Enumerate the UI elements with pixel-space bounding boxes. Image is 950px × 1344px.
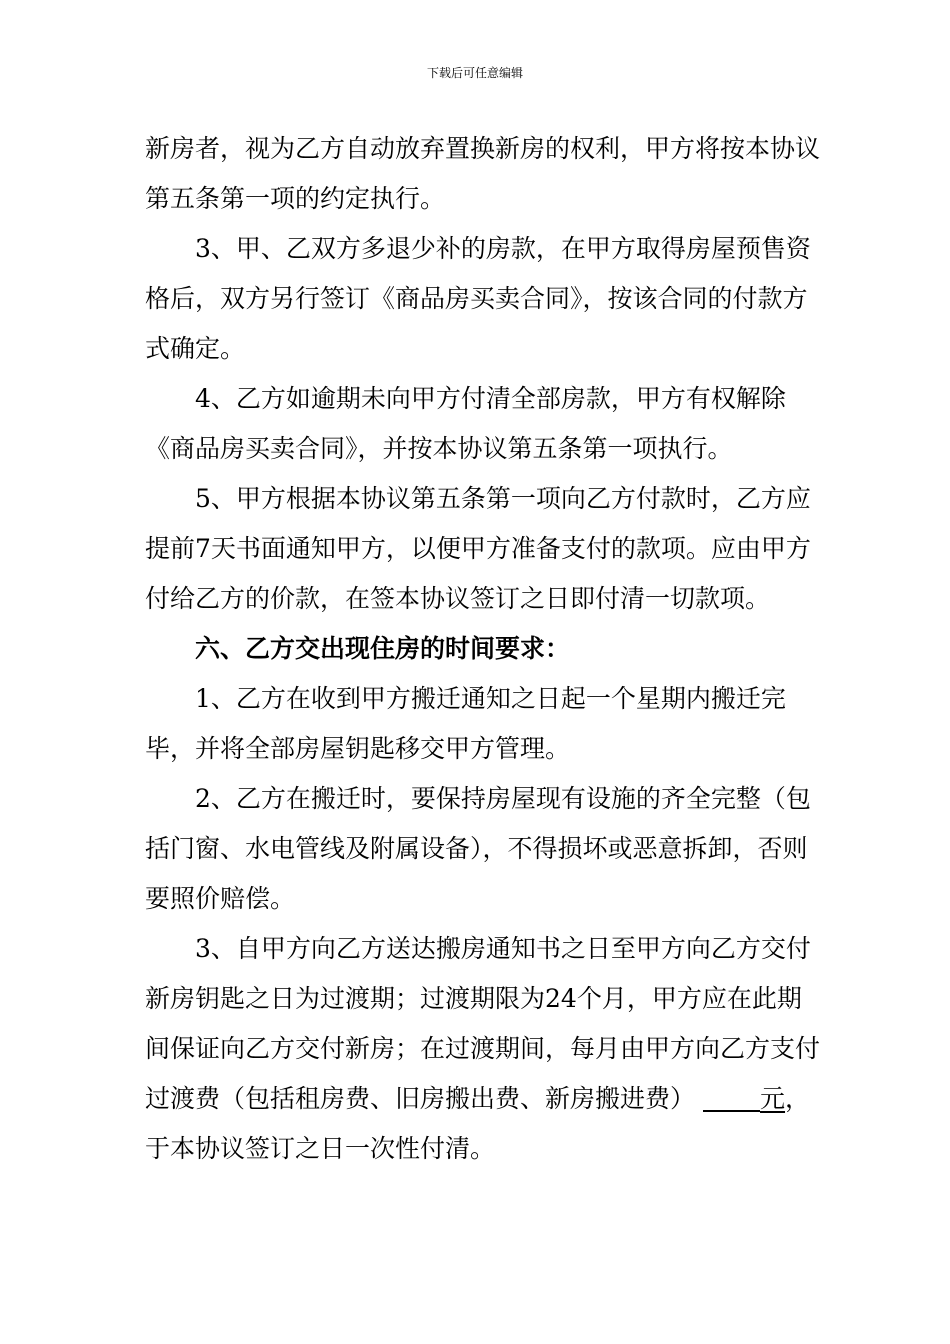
clause-6-3-text: 3、自甲方向乙方送达搬房通知书之日至甲方向乙方交付新房钥匙之日为过渡期；过渡期限为24个月，甲方应在此期间保证向乙方交付新房；在过渡期间，每月由甲方向乙方支付过渡费（包括租房费、旧房搬出费、新房搬进费） [145,934,821,1113]
amount-blank-line [703,1085,761,1112]
paragraph-clause-6-1: 1、乙方在收到甲方搬迁通知之日起一个星期内搬迁完毕，并将全部房屋钥匙移交甲方管理。 [145,684,786,763]
page-header: 下载后可任意编辑 [426,66,523,80]
paragraph-clause-5-3: 3、甲、乙双方多退少补的房款，在甲方取得房屋预售资格后，双方另行签订《商品房买卖合同》，按该合同的付款方式确定。 [145,234,811,363]
paragraph-clause-5-4: 4、乙方如逾期未向甲方付清全部房款，甲方有权解除《商品房买卖合同》，并按本协议第五条第一项执行。 [145,384,786,463]
paragraph-clause-6-3 [145,924,825,1174]
clause-6-3-tail: ，于本协议签订之日一次性付清。 [145,1084,811,1163]
section-heading-6: 六、乙方交出现住房的时间要求： [195,634,571,663]
document-body [145,124,825,1174]
paragraph-clause-5-5: 5、甲方根据本协议第五条第一项向乙方付款时，乙方应提前7天书面通知甲方，以便甲方准备支付的款项。应由甲方付给乙方的价款，在签本协议签订之日即付清一切款项。 [145,484,811,613]
paragraph-clause-6-2: 2、乙方在搬迁时，要保持房屋现有设施的齐全完整（包括门窗、水电管线及附属设备），不得损坏或恶意拆卸，否则要照价赔偿。 [145,784,811,913]
amount-unit: 元 [760,1084,786,1113]
paragraph-continuation: 新房者，视为乙方自动放弃置换新房的权利，甲方将按本协议第五条第一项的约定执行。 [145,134,821,213]
